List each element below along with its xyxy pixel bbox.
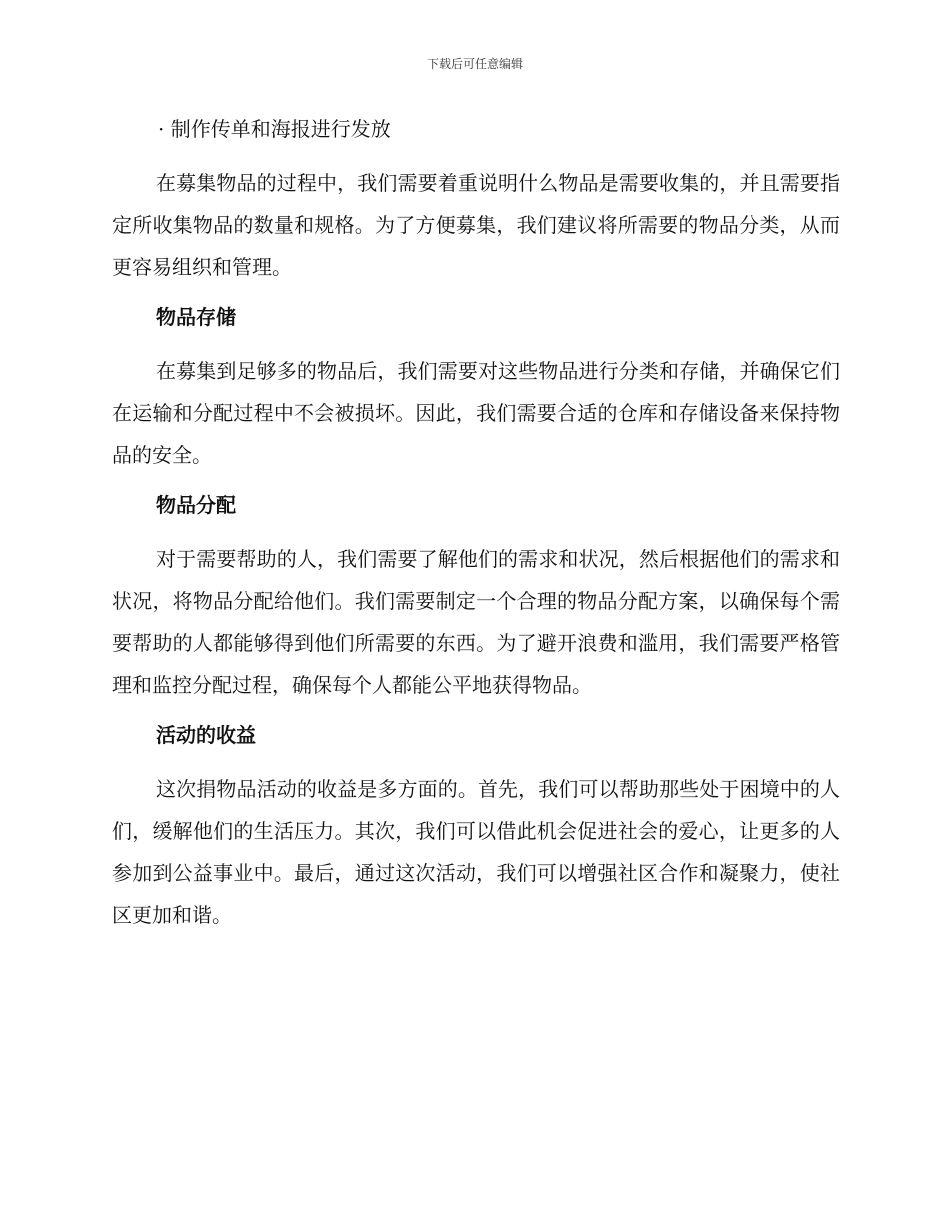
bullet-item: · 制作传单和海报进行发放 bbox=[158, 117, 391, 141]
header-note: 下载后可任意编辑 bbox=[426, 57, 523, 71]
paragraph-storage: 在募集到足够多的物品后，我们需要对这些物品进行分类和存储，并确保它们在运输和分配过程中不会被损坏。因此，我们需要合适的仓库和存储设备来保持物品的安全。 bbox=[112, 359, 840, 467]
heading-benefits: 活动的收益 bbox=[156, 723, 256, 747]
paragraph-collection: 在募集物品的过程中，我们需要着重说明什么物品是需要收集的，并且需要指定所收集物品的数量和规格。为了方便募集，我们建议将所需要的物品分类，从而更容易组织和管理。 bbox=[112, 171, 840, 279]
paragraph-distribution: 对于需要帮助的人，我们需要了解他们的需求和状况，然后根据他们的需求和状况，将物品分配给他们。我们需要制定一个合理的物品分配方案，以确保每个需要帮助的人都能够得到他们所需要的东西。为了避开浪费和滥用，我们需要严格管理和监控分配过程，确保每个人都能公平地获得物品。 bbox=[112, 547, 840, 697]
heading-distribution: 物品分配 bbox=[156, 493, 236, 517]
heading-storage: 物品存储 bbox=[156, 305, 236, 329]
document-body bbox=[112, 110, 840, 946]
paragraph-benefits: 这次捐物品活动的收益是多方面的。首先，我们可以帮助那些处于困境中的人们，缓解他们的生活压力。其次，我们可以借此机会促进社会的爱心，让更多的人参加到公益事业中。最后，通过这次活动，我们可以增强社区合作和凝聚力，使社区更加和谐。 bbox=[112, 777, 840, 927]
